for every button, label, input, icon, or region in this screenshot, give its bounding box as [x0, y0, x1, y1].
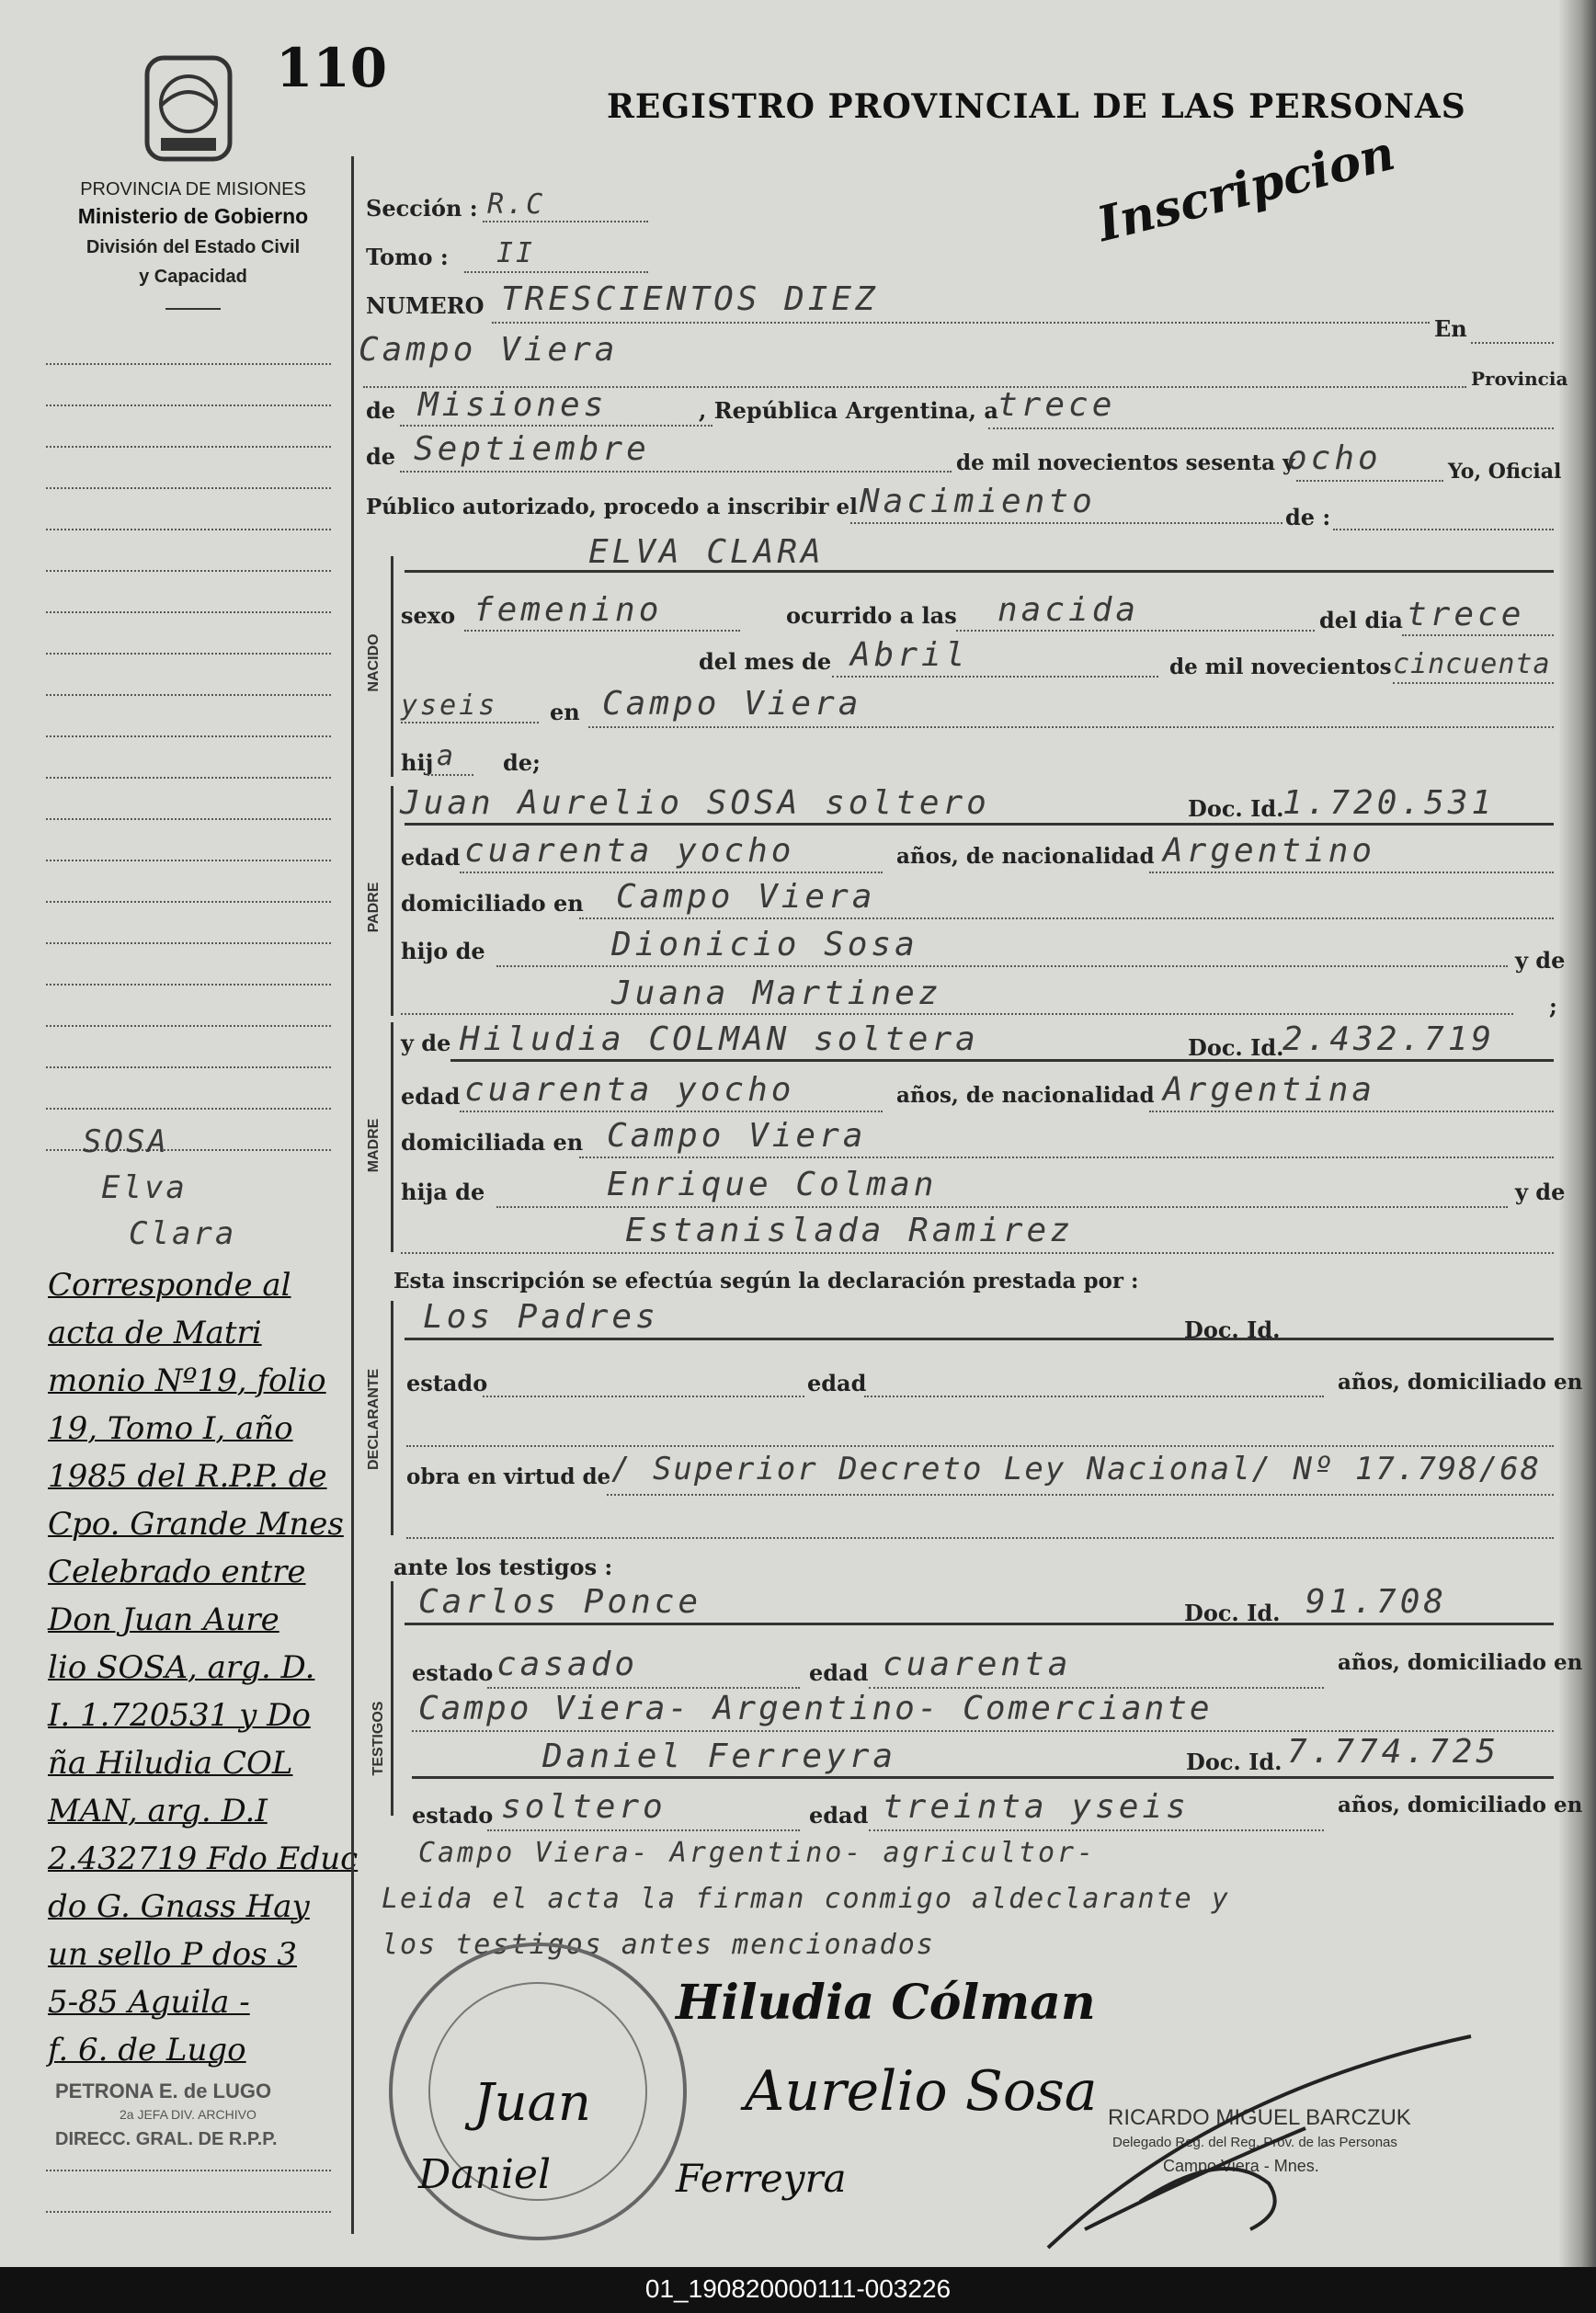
margin-note-line: Celebrado entre: [48, 1554, 306, 1590]
label-de: de: [366, 397, 396, 424]
margin-line: [46, 529, 331, 530]
margin-line: [46, 860, 331, 861]
label-del-dia: del dia: [1319, 607, 1403, 633]
margin-note-line: acta de Matri: [48, 1315, 262, 1351]
divider: [165, 308, 221, 310]
field-line: [483, 221, 648, 222]
label-de-colon: de :: [1285, 504, 1331, 530]
margin-divider: [351, 156, 354, 2234]
label-edad: edad: [401, 1083, 461, 1110]
margin-line: [46, 901, 331, 903]
margin-line: [46, 1108, 331, 1110]
label-y-de: y de: [1515, 947, 1566, 974]
value-testigo1-edad: cuarenta: [883, 1646, 1072, 1683]
value-dia-nac: trece: [1407, 596, 1525, 633]
archive-stamp-name: PETRONA E. de LUGO: [55, 2079, 272, 2102]
label-y-de-madre: y de: [401, 1030, 451, 1056]
label-de-semicolon: de;: [503, 749, 541, 776]
label-edad: edad: [807, 1370, 867, 1396]
value-padre-dom: Campo Viera: [616, 878, 876, 916]
margin-line: [46, 735, 331, 737]
division-label-2: y Capacidad: [139, 267, 247, 287]
field-line: [1471, 342, 1554, 344]
value-padre-nac: Argentino: [1163, 832, 1376, 870]
label-de: de: [366, 443, 396, 470]
value-mes-acta: Septiembre: [414, 430, 650, 468]
field-line: [400, 425, 712, 427]
field-line: [496, 965, 1508, 967]
field-line: [850, 522, 1282, 524]
value-madre-doc: 2.432.719: [1282, 1020, 1496, 1058]
value-lugar-nac: Campo Viera: [602, 685, 862, 723]
margin-note-line: 5-85 Aguila -: [48, 1984, 250, 2021]
section-divider: [391, 1581, 393, 1816]
margin-line: [46, 942, 331, 944]
value-testigo1-doc: 91.708: [1305, 1583, 1448, 1621]
archive-stamp-role: 2a JEFA DIV. ARCHIVO: [120, 2107, 256, 2122]
section-divider: [391, 1022, 393, 1252]
value-anio-nac-2: yseis: [401, 689, 498, 722]
value-dia-acta: trece: [998, 386, 1116, 424]
section-divider: [391, 786, 393, 1016]
field-line: [1149, 1111, 1554, 1112]
label-republica: , República Argentina, a: [699, 397, 998, 424]
field-line: [832, 676, 1158, 678]
label-ocurrido: ocurrido a las: [786, 602, 957, 629]
page-number: 110: [276, 37, 388, 99]
margin-note-line: 1985 del R.P.P. de: [48, 1458, 327, 1495]
field-line: [464, 271, 648, 273]
section-divider: [391, 1301, 393, 1535]
value-madre-nac: Argentina: [1163, 1071, 1376, 1109]
value-padre-edad: cuarenta yocho: [464, 832, 795, 870]
field-line: [579, 917, 1554, 919]
label-testigos: ante los testigos :: [393, 1554, 613, 1580]
margin-line: [46, 694, 331, 696]
label-estado: estado: [412, 1659, 494, 1686]
label-hij: hij: [401, 749, 434, 776]
value-madre-edad: cuarenta yocho: [464, 1071, 795, 1109]
margin-given-1: Elva: [101, 1169, 188, 1206]
value-hora: nacida: [998, 591, 1140, 629]
margin-note-line: do G. Gnass Hay: [48, 1888, 310, 1925]
margin-line: [46, 2170, 331, 2171]
margin-note-line: monio Nº19, folio: [48, 1362, 326, 1399]
field-line: [607, 1494, 1554, 1496]
margin-line: [46, 363, 331, 365]
label-obra: obra en virtud de: [406, 1464, 611, 1489]
margin-note-line: 19, Tomo I, año: [48, 1410, 293, 1447]
closing-text-2: los testigos antes mencionados: [382, 1929, 935, 1961]
value-testigo2: Daniel Ferreyra: [542, 1738, 897, 1775]
label-en: En: [1434, 315, 1467, 342]
label-anos-nac: años, de nacionalidad: [896, 1083, 1155, 1108]
page-edge: [1559, 0, 1596, 2267]
value-lugar: Campo Viera: [359, 331, 619, 369]
label-de-mil: de mil novecientos sesenta y: [956, 450, 1295, 475]
field-line: [1402, 634, 1554, 636]
officer-stamp-role: Delegado Reg. del Reg. Prov. de las Personas: [1112, 2135, 1397, 2150]
field-line: [1333, 529, 1554, 530]
field-line: [460, 1111, 883, 1112]
label-estado: estado: [412, 1802, 494, 1829]
field-line: [406, 1537, 1554, 1539]
margin-line: [46, 570, 331, 572]
field-line: [428, 774, 473, 776]
field-line: [412, 1730, 1554, 1732]
value-madre-hija-de-2: Estanislada Ramirez: [625, 1212, 1074, 1249]
label-sexo: sexo: [401, 602, 456, 629]
margin-line: [46, 1025, 331, 1027]
value-madre-nombre: Hiludia COLMAN soltera: [460, 1020, 979, 1058]
side-label-madre: MADRE: [366, 1118, 382, 1173]
margin-note-line: Cpo. Grande Mnes: [48, 1506, 344, 1543]
section-divider: [391, 556, 393, 777]
value-testigo1-dom: Campo Viera- Argentino- Comerciante: [418, 1690, 1213, 1727]
signature-madre: Hiludia Cólman: [676, 1975, 1096, 2031]
side-label-declarante: DECLARANTE: [366, 1368, 382, 1470]
label-domiciliado: domiciliado en: [401, 890, 584, 917]
field-line: [401, 1252, 1554, 1254]
label-estado: estado: [406, 1370, 488, 1396]
label-seccion: Sección :: [366, 195, 478, 222]
margin-note-line: MAN, arg. D.I: [48, 1793, 268, 1829]
value-sexo: femenino: [473, 591, 663, 629]
label-publico: Público autorizado, procedo a inscribir el: [366, 495, 858, 519]
margin-line: [46, 2211, 331, 2213]
field-line: [1296, 480, 1443, 482]
value-padre-doc: 1.720.531: [1282, 784, 1496, 822]
value-mes-nac: Abril: [850, 636, 969, 674]
label-doc-id: Doc. Id.: [1184, 1316, 1281, 1343]
margin-note-line: f. 6. de Lugo: [48, 2032, 246, 2068]
signature-juan: Juan: [473, 2073, 591, 2133]
label-domiciliada: domiciliada en: [401, 1129, 584, 1156]
value-anio-nac-1: cincuenta: [1393, 648, 1551, 680]
section-rule: [405, 823, 1554, 826]
margin-note-line: lio SOSA, arg. D.: [48, 1649, 315, 1686]
value-testigo2-dom: Campo Viera- Argentino- agricultor-: [418, 1837, 1097, 1869]
field-line: [579, 1156, 1554, 1158]
division-label: División del Estado Civil: [86, 237, 301, 257]
field-line: [864, 1396, 1324, 1397]
field-line: [496, 1206, 1508, 1208]
value-numero: TRESCIENTOS DIEZ: [501, 280, 879, 318]
field-line: [1149, 872, 1554, 873]
field-line: [492, 322, 1430, 324]
side-label-padre: PADRE: [366, 882, 382, 933]
image-id-label: 01_190820000111-003226: [644, 2274, 952, 2303]
field-line: [406, 1445, 1554, 1447]
value-obra: / Superior Decreto Ley Nacional/ Nº 17.798/68: [611, 1451, 1542, 1487]
value-tomo: II: [496, 237, 536, 269]
label-doc-id: Doc. Id.: [1188, 1034, 1284, 1061]
document-title: REGISTRO PROVINCIAL DE LAS PERSONAS: [607, 87, 1466, 126]
section-rule: [405, 1623, 1554, 1625]
margin-line: [46, 487, 331, 489]
label-anos-nac: años, de nacionalidad: [896, 844, 1155, 869]
value-provincia: Misiones: [418, 386, 608, 424]
provincial-emblem: [138, 51, 239, 170]
label-hijo-de: hijo de: [401, 938, 485, 964]
section-rule: [450, 1059, 1554, 1062]
value-anio-acta: ocho: [1287, 439, 1382, 477]
closing-text-1: Leida el acta la firman conmigo aldeclarante y: [382, 1883, 1230, 1915]
field-line: [869, 1687, 1324, 1689]
value-padre-nombre: Juan Aurelio SOSA soltero: [400, 784, 990, 822]
side-label-testigos: TESTIGOS: [370, 1701, 386, 1776]
margin-line: [46, 446, 331, 448]
margin-note-line: Corresponde al: [48, 1267, 291, 1304]
label-provincia: Provincia: [1471, 368, 1568, 390]
margin-given-2: Clara: [129, 1215, 237, 1252]
label-hija-de: hija de: [401, 1179, 485, 1205]
label-edad: edad: [401, 844, 461, 871]
margin-surname: SOSA: [83, 1123, 169, 1160]
label-yo-oficial: Yo, Oficial: [1448, 460, 1562, 484]
side-label-nacido: NACIDO: [366, 633, 382, 692]
margin-note-line: ña Hiludia COL: [48, 1745, 293, 1782]
field-line: [487, 1687, 800, 1689]
margin-line: [46, 653, 331, 655]
value-testigo1: Carlos Ponce: [418, 1583, 702, 1621]
margin-line: [46, 777, 331, 779]
label-doc-id: Doc. Id.: [1186, 1749, 1282, 1775]
label-anos-domiciliado: años, domiciliado en: [1338, 1650, 1583, 1675]
value-nombre: ELVA CLARA: [588, 533, 825, 571]
section-rule: [405, 1338, 1554, 1340]
label-doc-id: Doc. Id.: [1188, 795, 1284, 822]
field-line: [1393, 682, 1554, 684]
value-hij-suffix: a: [437, 740, 457, 772]
label-numero: NUMERO: [366, 292, 484, 319]
field-line: [487, 1829, 800, 1831]
margin-note-line: 2.432719 Fdo Educ: [48, 1840, 359, 1877]
label-tomo: Tomo :: [366, 244, 449, 270]
margin-note-line: un sello P dos 3: [48, 1936, 298, 1973]
province-label: PROVINCIA DE MISIONES: [80, 179, 306, 199]
value-testigo2-doc: 7.774.725: [1287, 1733, 1500, 1771]
margin-line: [46, 611, 331, 613]
label-y-de: y de: [1515, 1179, 1566, 1205]
label-en-2: en: [550, 699, 580, 725]
field-line: [588, 726, 1554, 728]
officer-signature: [1030, 2018, 1489, 2266]
field-line: [869, 1829, 1324, 1831]
value-padre-hijo-de-1: Dionicio Sosa: [611, 926, 918, 963]
label-edad: edad: [809, 1802, 869, 1829]
label-doc-id: Doc. Id.: [1184, 1600, 1281, 1626]
field-line: [401, 722, 539, 724]
label-de-mil-2: de mil novecientos: [1169, 655, 1392, 679]
margin-note-line: I. 1.720531 y Do: [48, 1697, 311, 1734]
field-line: [988, 427, 1554, 429]
value-testigo1-estado: casado: [496, 1646, 639, 1683]
label-anos-domiciliado: años, domiciliado en: [1338, 1370, 1583, 1395]
value-testigo2-edad: treinta yseis: [883, 1788, 1190, 1826]
signature-testigo: Daniel: [418, 2151, 552, 2198]
field-line: [464, 630, 740, 632]
value-declarante: Los Padres: [423, 1298, 659, 1336]
section-rule: [405, 570, 1554, 573]
officer-stamp-place: Campo Viera - Mnes.: [1163, 2157, 1319, 2175]
margin-note-line: Don Juan Aure: [48, 1601, 279, 1638]
margin-line: [46, 984, 331, 986]
label-anos-domiciliado: años, domiciliado en: [1338, 1793, 1583, 1817]
label-semicolon: ;: [1549, 993, 1557, 1020]
field-line: [956, 630, 1315, 632]
signature-testigo-b: Ferreyra: [676, 2156, 847, 2201]
value-madre-dom: Campo Viera: [607, 1117, 867, 1155]
label-inscripcion: Esta inscripción se efectúa según la declaración prestada por :: [393, 1269, 1139, 1293]
label-del-mes: del mes de: [699, 648, 832, 675]
field-line: [401, 1013, 1513, 1015]
officer-stamp-name: RICARDO MIGUEL BARCZUK: [1108, 2105, 1411, 2130]
value-seccion: R.C: [487, 188, 546, 221]
margin-line: [46, 404, 331, 406]
field-line: [460, 872, 883, 873]
ministry-label: Ministerio de Gobierno: [77, 204, 309, 228]
value-acto: Nacimiento: [860, 483, 1096, 520]
field-line: [483, 1396, 804, 1397]
archive-stamp-office: DIRECC. GRAL. DE R.P.P.: [55, 2129, 278, 2149]
signature-padre: Aurelio Sosa: [745, 2059, 1098, 2124]
label-edad: edad: [809, 1659, 869, 1686]
inscription-annotation: Inscripcion: [1091, 124, 1401, 254]
section-rule: [412, 1776, 1554, 1779]
margin-line: [46, 818, 331, 820]
value-madre-hija-de-1: Enrique Colman: [607, 1166, 938, 1203]
value-padre-hijo-de-2: Juana Martinez: [611, 974, 942, 1012]
value-testigo2-estado: soltero: [501, 1788, 667, 1826]
margin-line: [46, 1066, 331, 1068]
field-line: [400, 471, 952, 473]
